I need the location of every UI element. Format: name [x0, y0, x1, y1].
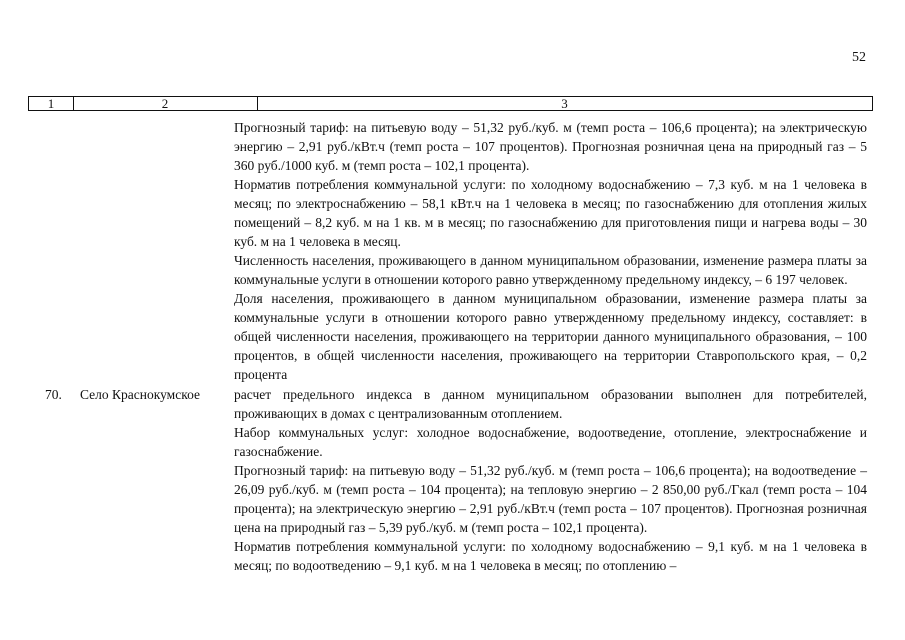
previous-row-content: [234, 118, 867, 384]
page-number: 52: [852, 50, 866, 65]
paragraph-population: Численность населения, проживающего в данном муниципальном образовании, изменение размера платы за коммунальные услуги в отношении которого равно утвержденному предельному индексу, – 6 197 человек.: [234, 253, 867, 287]
row-number: 70.: [45, 387, 62, 402]
municipality-name: Село Краснокумское: [80, 387, 200, 402]
paragraph-consumption-norm: Норматив потребления коммунальной услуги: по холодному водоснабжению – 7,3 куб. м на 1 человека в месяц; по электроснабжению – 58,1 кВт.ч на 1 человека в месяц; по газоснабжению для отопления жилых помещений – 8,2 куб. м на 1 кв. м в месяц; по газоснабжению для приготовления пищи и нагрева воды – 30 куб. м на 1 человека в месяц.: [234, 177, 867, 249]
table-header-col1: 1: [29, 97, 74, 110]
paragraph-tariff: Прогнозный тариф: на питьевую воду – 51,32 руб./куб. м (темп роста – 106,6 процента); на электрическую энергию – 2,91 руб./кВт.ч (темп роста – 107 процентов). Прогнозная розничная цена на природный газ – 5 360 руб./1000 куб. м (темп роста – 102,1 процента).: [234, 120, 867, 173]
row-70-content: [234, 385, 867, 575]
paragraph-calculation-note: расчет предельного индекса в данном муниципальном образовании выполнен для потребителей, проживающих в домах с централизованным отоплением.: [234, 387, 867, 421]
table-header-col3: 3: [561, 96, 568, 111]
paragraph-population-share: Доля населения, проживающего в данном муниципальном образовании, изменение размера платы за коммунальные услуги в отношении которого равно утвержденному предельному индексу, составляет: в общей численности населения, проживающего на территории данного муниципального образования, – 100 процентов, в общей численности населения, проживающего на территории Ставропольского края, – 0,2 процента: [234, 291, 867, 382]
table-header-col2: 2: [73, 97, 258, 110]
paragraph-tariff: Прогнозный тариф: на питьевую воду – 51,32 руб./куб. м (темп роста – 106,6 процента); на водоотведение – 26,09 руб./куб. м (темп роста – 104 процента); на тепловую энергию – 2 850,00 руб./Гкал (темп роста – 104 процента); на электрическую энергию – 2,91 руб./кВт.ч (темп роста – 107 процентов). Прогнозная розничная цена на природный газ – 5,39 руб./куб. м (темп роста – 102,1 процента).: [234, 463, 867, 535]
paragraph-consumption-norm: Норматив потребления коммунальной услуги: по холодному водоснабжению – 9,1 куб. м на 1 человека в месяц; по водоотведению – 9,1 куб. м на 1 человека в месяц; по отоплению –: [234, 539, 867, 573]
paragraph-services-set: Набор коммунальных услуг: холодное водоснабжение, водоотведение, отопление, электроснабжение и газоснабжение.: [234, 425, 867, 459]
table-header-row: [28, 96, 873, 111]
